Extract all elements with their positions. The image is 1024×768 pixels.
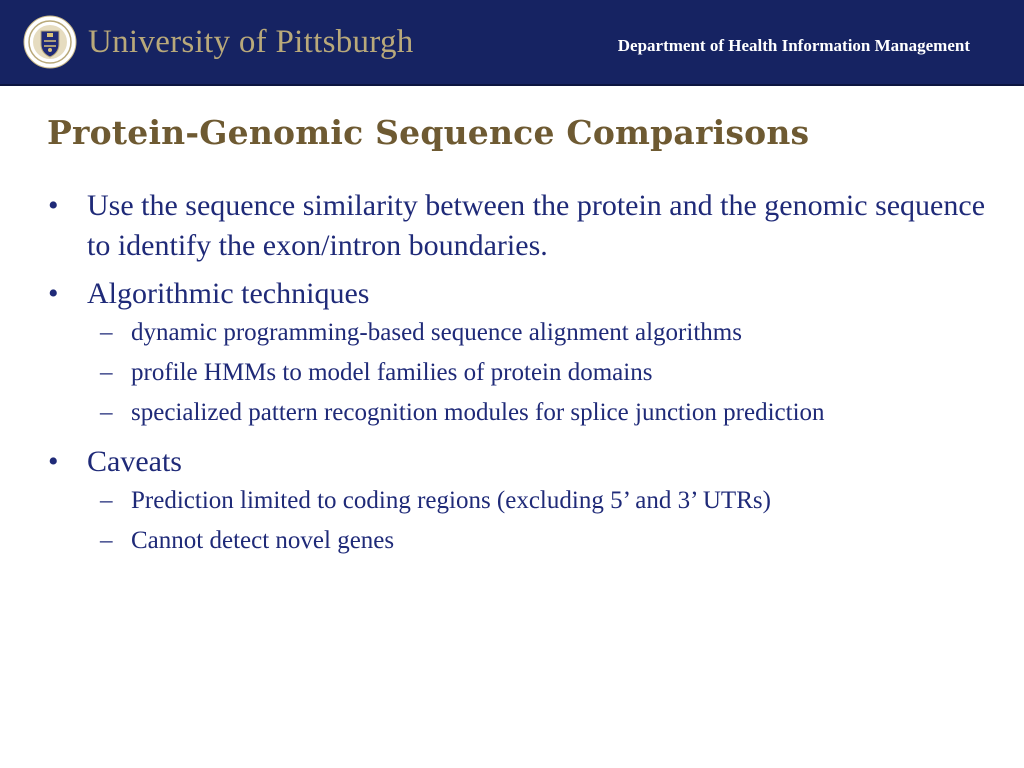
sub-bullet-item (48, 316, 988, 350)
university-seal-icon (23, 15, 77, 69)
sub-bullet-mark: – (100, 359, 113, 386)
bullet-text: Algorithmic techniques (87, 277, 370, 310)
university-wordmark: University of Pittsburgh (88, 24, 414, 60)
department-name: Department of Health Information Management (617, 36, 970, 55)
sub-bullet-text: Prediction limited to coding regions (excluding 5’ and 3’ UTRs) (131, 487, 771, 514)
sub-bullet-text: specialized pattern recognition modules for splice junction prediction (131, 399, 825, 426)
bullet-item (48, 186, 988, 266)
bullet-item (48, 442, 988, 482)
sub-bullet-item (48, 356, 988, 390)
slide-title: Protein-Genomic Sequence Comparisons (47, 113, 810, 152)
sub-bullet-mark: – (100, 527, 113, 554)
sub-bullet-item (48, 524, 988, 558)
bullet-mark: • (48, 189, 59, 222)
sub-bullet-item (48, 484, 988, 518)
bullet-text: Use the sequence similarity between the protein and the genomic sequence to identify the exon/intron boundaries. (87, 189, 986, 262)
sub-bullet-text: dynamic programming-based sequence alignment algorithms (131, 319, 742, 346)
sub-bullet-text: profile HMMs to model families of protein domains (131, 359, 653, 386)
sub-bullet-mark: – (100, 487, 113, 514)
bullet-text: Caveats (87, 445, 182, 478)
sub-bullet-mark: – (100, 319, 113, 346)
bullet-mark: • (48, 445, 59, 478)
bullet-mark: • (48, 277, 59, 310)
slide-content (48, 186, 988, 564)
sub-bullet-mark: – (100, 399, 113, 426)
sub-bullet-item (48, 396, 988, 430)
sub-bullet-text: Cannot detect novel genes (131, 527, 395, 554)
bullet-item (48, 274, 988, 314)
header-bar (0, 0, 1024, 86)
